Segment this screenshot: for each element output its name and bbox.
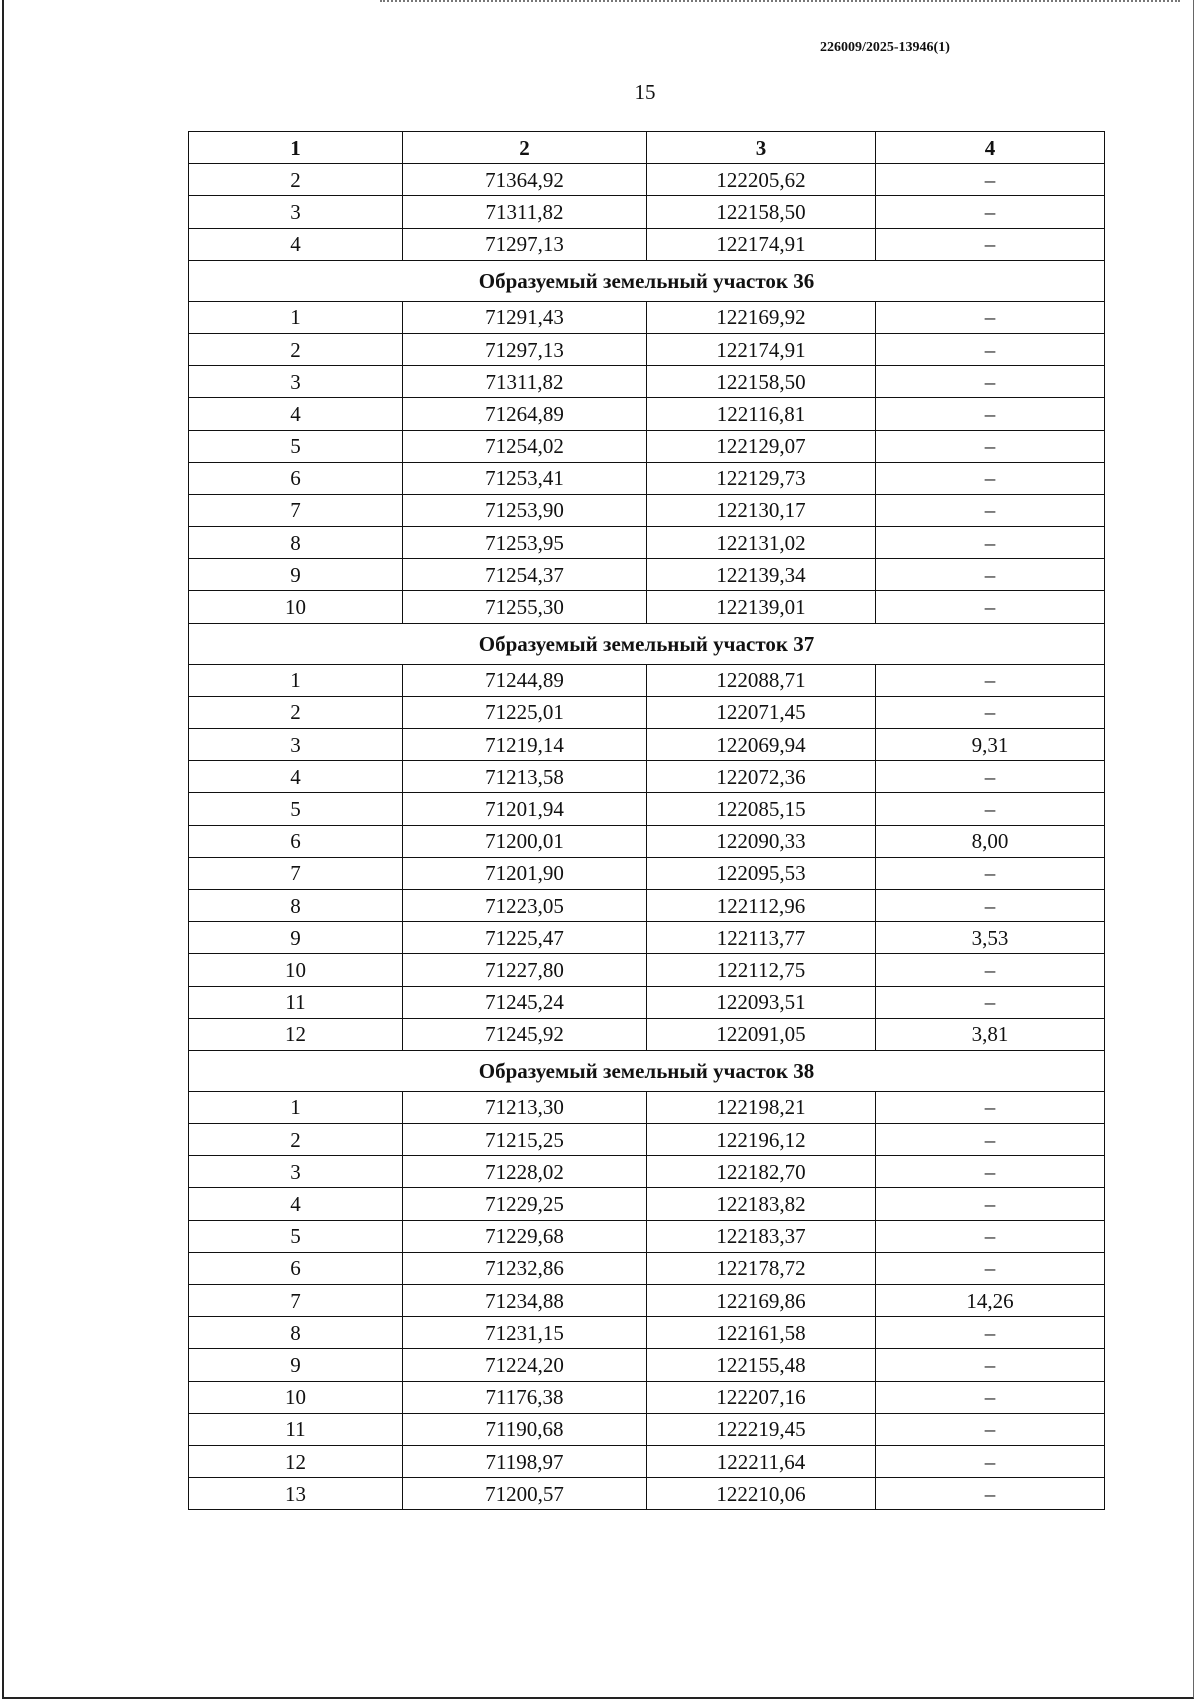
table-cell: 71215,25	[403, 1124, 647, 1156]
table-cell: 3	[189, 366, 403, 398]
table-row	[189, 333, 1105, 365]
table-row	[189, 196, 1105, 228]
table-cell: –	[876, 1413, 1105, 1445]
column-header: 2	[403, 132, 647, 164]
table-cell: 6	[189, 462, 403, 494]
table-cell: 71297,13	[403, 333, 647, 365]
table-cell: 122178,72	[647, 1252, 876, 1284]
table-cell: 122196,12	[647, 1124, 876, 1156]
table-cell: 2	[189, 333, 403, 365]
table-cell: 71228,02	[403, 1156, 647, 1188]
table-cell: 71311,82	[403, 366, 647, 398]
table-cell: –	[876, 1124, 1105, 1156]
table-cell: 122139,34	[647, 559, 876, 591]
table-cell: 2	[189, 1124, 403, 1156]
table-cell: 6	[189, 1252, 403, 1284]
table-cell: 122085,15	[647, 793, 876, 825]
table-cell: 9	[189, 559, 403, 591]
table-cell: 122169,86	[647, 1285, 876, 1317]
table-cell: 13	[189, 1478, 403, 1510]
table-row	[189, 1478, 1105, 1510]
table-cell: 122207,16	[647, 1381, 876, 1413]
table-cell: 122072,36	[647, 761, 876, 793]
table-cell: 71311,82	[403, 196, 647, 228]
table-cell: 3,53	[876, 922, 1105, 954]
table-cell: 12	[189, 1445, 403, 1477]
table-cell: 71264,89	[403, 398, 647, 430]
table-cell: 71176,38	[403, 1381, 647, 1413]
table-cell: –	[876, 333, 1105, 365]
table-cell: 7	[189, 857, 403, 889]
table-cell: 122116,81	[647, 398, 876, 430]
table-cell: –	[876, 761, 1105, 793]
table-cell: –	[876, 986, 1105, 1018]
table-cell: 122091,05	[647, 1018, 876, 1050]
table-cell: 7	[189, 1285, 403, 1317]
table-row	[189, 164, 1105, 196]
table-cell: 14,26	[876, 1285, 1105, 1317]
table-cell: –	[876, 430, 1105, 462]
table-row	[189, 301, 1105, 333]
table-cell: 122211,64	[647, 1445, 876, 1477]
table-cell: 122219,45	[647, 1413, 876, 1445]
table-cell: –	[876, 1478, 1105, 1510]
table-cell: 71213,58	[403, 761, 647, 793]
table-cell: –	[876, 494, 1105, 526]
table-row	[189, 591, 1105, 623]
table-cell: 122205,62	[647, 164, 876, 196]
table-cell: 122183,82	[647, 1188, 876, 1220]
table-cell: 122130,17	[647, 494, 876, 526]
table-cell: –	[876, 398, 1105, 430]
table-cell: –	[876, 591, 1105, 623]
table-cell: 71223,05	[403, 889, 647, 921]
table-row	[189, 1188, 1105, 1220]
table-cell: 1	[189, 1091, 403, 1123]
table-cell: –	[876, 301, 1105, 333]
table-header-row	[189, 132, 1105, 164]
table-cell: 1	[189, 664, 403, 696]
table-cell: 71253,90	[403, 494, 647, 526]
document-number: 226009/2025-13946(1)	[820, 40, 950, 55]
table-row	[189, 1220, 1105, 1252]
table-cell: 122161,58	[647, 1317, 876, 1349]
table-cell: –	[876, 196, 1105, 228]
table-row	[189, 1091, 1105, 1123]
table-cell: 122095,53	[647, 857, 876, 889]
table-cell: 3	[189, 729, 403, 761]
table-row	[189, 793, 1105, 825]
table-cell: –	[876, 1381, 1105, 1413]
table-row	[189, 494, 1105, 526]
table-row	[189, 366, 1105, 398]
table-cell: 3,81	[876, 1018, 1105, 1050]
table-row	[189, 1413, 1105, 1445]
table-row	[189, 1285, 1105, 1317]
table-row	[189, 696, 1105, 728]
table-cell: 122210,06	[647, 1478, 876, 1510]
table-cell: 10	[189, 954, 403, 986]
table-row	[189, 398, 1105, 430]
table-cell: 71255,30	[403, 591, 647, 623]
table-cell: –	[876, 664, 1105, 696]
table-row	[189, 889, 1105, 921]
table-cell: 122158,50	[647, 196, 876, 228]
section-title-row	[189, 260, 1105, 301]
section-title: Образуемый земельный участок 38	[189, 1050, 1105, 1091]
table-row	[189, 1124, 1105, 1156]
table-cell: 71200,01	[403, 825, 647, 857]
table-cell: 71245,24	[403, 986, 647, 1018]
table-cell: 10	[189, 1381, 403, 1413]
table-cell: 122169,92	[647, 301, 876, 333]
table-cell: 122112,75	[647, 954, 876, 986]
table-cell: 10	[189, 591, 403, 623]
table-cell: 4	[189, 761, 403, 793]
table-row	[189, 1349, 1105, 1381]
table-row	[189, 664, 1105, 696]
table-cell: 71253,41	[403, 462, 647, 494]
table-cell: 11	[189, 986, 403, 1018]
table-cell: –	[876, 1252, 1105, 1284]
table-cell: 71234,88	[403, 1285, 647, 1317]
table-cell: 8	[189, 889, 403, 921]
table-cell: 122093,51	[647, 986, 876, 1018]
table-row	[189, 922, 1105, 954]
table-cell: 71201,90	[403, 857, 647, 889]
table-cell: –	[876, 1156, 1105, 1188]
table-cell: 71224,20	[403, 1349, 647, 1381]
table-cell: –	[876, 559, 1105, 591]
table-cell: –	[876, 889, 1105, 921]
table-row	[189, 527, 1105, 559]
table-row	[189, 430, 1105, 462]
section-title: Образуемый земельный участок 37	[189, 623, 1105, 664]
table-row	[189, 857, 1105, 889]
table-cell: –	[876, 1349, 1105, 1381]
table-cell: 71364,92	[403, 164, 647, 196]
page-number: 15	[634, 80, 656, 104]
table-cell: 71198,97	[403, 1445, 647, 1477]
table-row	[189, 729, 1105, 761]
table-cell: 122174,91	[647, 333, 876, 365]
section-title: Образуемый земельный участок 36	[189, 260, 1105, 301]
table-cell: 122129,73	[647, 462, 876, 494]
table-cell: 71244,89	[403, 664, 647, 696]
table-cell: 122071,45	[647, 696, 876, 728]
table-cell: 7	[189, 494, 403, 526]
table-row	[189, 986, 1105, 1018]
table-cell: 71229,68	[403, 1220, 647, 1252]
table-cell: 122158,50	[647, 366, 876, 398]
table-cell: 122198,21	[647, 1091, 876, 1123]
table-cell: 4	[189, 1188, 403, 1220]
table-cell: –	[876, 1091, 1105, 1123]
table-cell: –	[876, 954, 1105, 986]
table-cell: 71200,57	[403, 1478, 647, 1510]
table-cell: 122183,37	[647, 1220, 876, 1252]
table-cell: 5	[189, 1220, 403, 1252]
table-cell: 2	[189, 164, 403, 196]
table-cell: 71245,92	[403, 1018, 647, 1050]
table-cell: 1	[189, 301, 403, 333]
table-row	[189, 228, 1105, 260]
table-cell: 122155,48	[647, 1349, 876, 1381]
table-cell: 71219,14	[403, 729, 647, 761]
table-cell: 8	[189, 1317, 403, 1349]
coordinates-table	[188, 131, 1105, 1510]
table-cell: 122129,07	[647, 430, 876, 462]
table-cell: 71225,01	[403, 696, 647, 728]
table-cell: –	[876, 228, 1105, 260]
column-header: 4	[876, 132, 1105, 164]
table-row	[189, 462, 1105, 494]
table-cell: 3	[189, 1156, 403, 1188]
table-cell: 122069,94	[647, 729, 876, 761]
table-cell: 122174,91	[647, 228, 876, 260]
table-cell: 12	[189, 1018, 403, 1050]
table-cell: 9	[189, 1349, 403, 1381]
table-cell: 9,31	[876, 729, 1105, 761]
table-cell: 71254,02	[403, 430, 647, 462]
table-cell: 71225,47	[403, 922, 647, 954]
table-row	[189, 1317, 1105, 1349]
table-cell: –	[876, 1220, 1105, 1252]
table-cell: –	[876, 857, 1105, 889]
table-cell: 122113,77	[647, 922, 876, 954]
table-cell: 71232,86	[403, 1252, 647, 1284]
table-row	[189, 559, 1105, 591]
section-title-row	[189, 1050, 1105, 1091]
table-cell: 122090,33	[647, 825, 876, 857]
table-cell: 4	[189, 398, 403, 430]
table-cell: 71190,68	[403, 1413, 647, 1445]
table-cell: –	[876, 462, 1105, 494]
column-header: 3	[647, 132, 876, 164]
scan-artifact-line	[380, 0, 1180, 6]
table-cell: –	[876, 1445, 1105, 1477]
table-cell: 3	[189, 196, 403, 228]
table-cell: –	[876, 696, 1105, 728]
table-cell: 122139,01	[647, 591, 876, 623]
table-cell: 71213,30	[403, 1091, 647, 1123]
table-body	[189, 164, 1105, 1510]
table-row	[189, 1445, 1105, 1477]
table-cell: 4	[189, 228, 403, 260]
table-cell: –	[876, 793, 1105, 825]
table-cell: 71227,80	[403, 954, 647, 986]
table-cell: 5	[189, 793, 403, 825]
table-cell: 71231,15	[403, 1317, 647, 1349]
table-row	[189, 1018, 1105, 1050]
table-cell: 71201,94	[403, 793, 647, 825]
table-cell: 122112,96	[647, 889, 876, 921]
table-row	[189, 1252, 1105, 1284]
table-cell: 2	[189, 696, 403, 728]
table-cell: 6	[189, 825, 403, 857]
table-row	[189, 1381, 1105, 1413]
table-cell: 8	[189, 527, 403, 559]
table-cell: 71291,43	[403, 301, 647, 333]
table-cell: 122182,70	[647, 1156, 876, 1188]
table-cell: –	[876, 1317, 1105, 1349]
table-row	[189, 825, 1105, 857]
table-cell: 71254,37	[403, 559, 647, 591]
table-cell: 71253,95	[403, 527, 647, 559]
table-cell: 5	[189, 430, 403, 462]
table-row	[189, 954, 1105, 986]
table-cell: –	[876, 1188, 1105, 1220]
table-row	[189, 761, 1105, 793]
table-cell: 8,00	[876, 825, 1105, 857]
table-cell: 9	[189, 922, 403, 954]
table-cell: 11	[189, 1413, 403, 1445]
table-cell: –	[876, 527, 1105, 559]
table-cell: 71229,25	[403, 1188, 647, 1220]
column-header: 1	[189, 132, 403, 164]
section-title-row	[189, 623, 1105, 664]
table-cell: 71297,13	[403, 228, 647, 260]
table-cell: –	[876, 164, 1105, 196]
table-cell: 122088,71	[647, 664, 876, 696]
table-cell: 122131,02	[647, 527, 876, 559]
table-row	[189, 1156, 1105, 1188]
table-cell: –	[876, 366, 1105, 398]
